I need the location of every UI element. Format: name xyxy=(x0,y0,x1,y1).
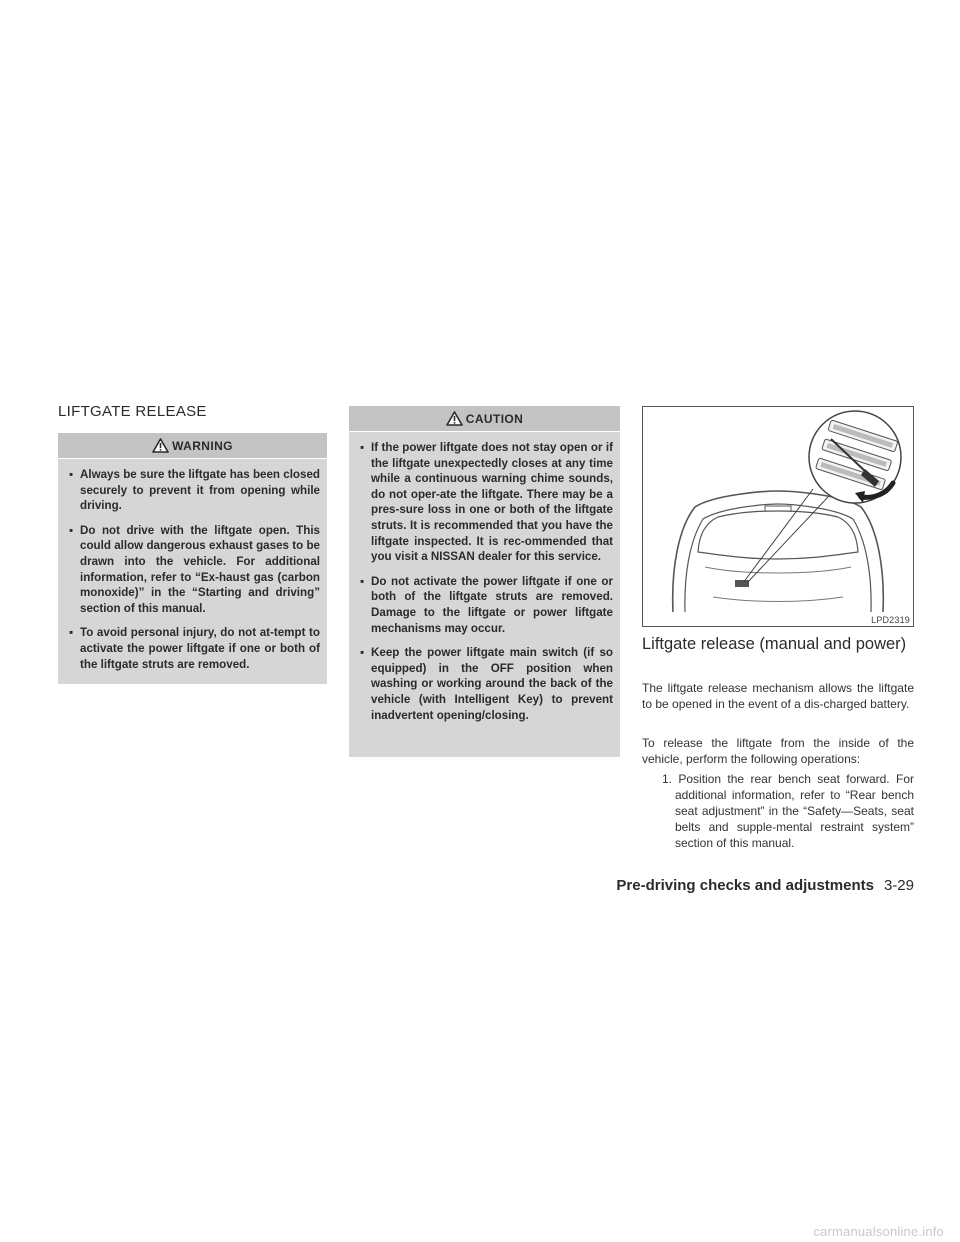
paragraph: To release the liftgate from the inside of the vehicle, perform the following operations: xyxy=(642,736,914,766)
warning-triangle-icon xyxy=(152,438,169,453)
step-item: 1. Position the rear bench seat forward. For additional information, refer to “Rear bench seat adjustment” in the “Safety—Seats, seat belts and supple-mental restraint system” section of this manual. xyxy=(662,772,914,850)
caution-header xyxy=(349,406,620,432)
caution-label: CAUTION xyxy=(465,411,524,426)
page-footer xyxy=(616,877,914,894)
warning-label: WARNING xyxy=(172,438,233,453)
paragraph: The liftgate release mechanism allows the liftgate to be opened in the event of a dis-charged battery. xyxy=(642,681,914,711)
warning-header xyxy=(58,433,327,459)
caution-box xyxy=(349,406,620,757)
footer-chapter: Pre-driving checks and adjustments xyxy=(616,877,874,894)
subheading: Liftgate release (manual and power) xyxy=(642,635,907,653)
caution-item: ▪ If the power liftgate does not stay open or if the liftgate unexpectedly closes at any time while a continuous warning chime sounds, do not oper-ate the liftgate. There may be a pres-sure loss in one or both of the liftgate struts. It is recommended that you have the liftgate inspected. It is rec-ommended that you visit a NISSAN dealer for this service. xyxy=(360,441,613,564)
warning-list xyxy=(58,459,327,672)
watermark: carmanualsonline.info xyxy=(813,1224,944,1239)
liftgate-drawing xyxy=(643,407,913,626)
warning-item: ▪ To avoid personal injury, do not at-tempt to activate the power liftgate if one or both of the liftgate struts are removed. xyxy=(69,626,320,671)
warning-item: ▪ Always be sure the liftgate has been closed securely to prevent it from opening while driving. xyxy=(69,468,320,513)
liftgate-release-illustration xyxy=(642,406,914,627)
section-title: LIFTGATE RELEASE xyxy=(58,403,207,420)
figure-code: LPD2319 xyxy=(871,615,910,625)
warning-item: ▪ Do not drive with the liftgate open. This could allow dangerous exhaust gases to be drawn into the vehicle. For additional information, refer to “Ex-haust gas (carbon monoxide)” in the “Starting and driving” section of this manual. xyxy=(69,523,320,615)
page-number: 3-29 xyxy=(883,877,914,894)
warning-triangle-icon xyxy=(446,411,463,426)
caution-item: ▪ Do not activate the power liftgate if one or both of the liftgate struts are removed. Damage to the liftgate or power liftgate mechanisms may occur. xyxy=(360,574,613,635)
caution-item: ▪ Keep the power liftgate main switch (if so equipped) in the OFF position when washing or working around the back of the vehicle (with Intelligent Key) to prevent inadvertent opening/closing. xyxy=(360,646,613,722)
warning-box xyxy=(58,433,327,684)
caution-list xyxy=(349,432,620,723)
